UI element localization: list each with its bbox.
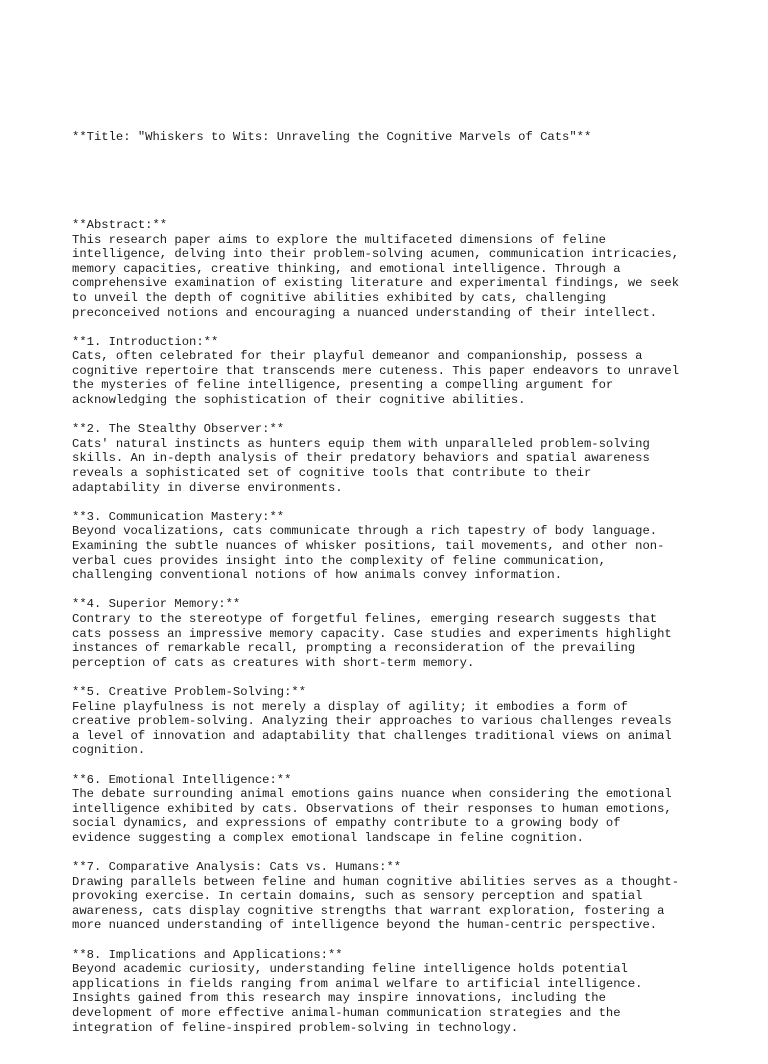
paragraph-line: intelligence, delving into their problem-solving acumen, communication intricacies, — [72, 247, 680, 262]
paragraph-line: This research paper aims to explore the multifaceted dimensions of feline — [72, 232, 606, 247]
section-emotional-intelligence — [72, 773, 712, 846]
document-title: **Title: "Whiskers to Wits: Unraveling the Cognitive Marvels of Cats"** — [72, 130, 592, 145]
paragraph-line: to unveil the depth of cognitive abilities exhibited by cats, challenging — [72, 290, 606, 305]
section-heading: **3. Communication Mastery:** — [72, 509, 285, 524]
document-page — [72, 72, 712, 1064]
paragraph-line: provoking exercise. In certain domains, such as sensory perception and spatial — [72, 889, 643, 904]
paragraph-line: integration of feline-inspired problem-solving in technology. — [72, 1020, 519, 1035]
section-stealthy-observer — [72, 422, 712, 495]
paragraph-line: a level of innovation and adaptability that challenges traditional views on animal — [72, 728, 672, 743]
paragraph-line: intelligence exhibited by cats. Observations of their responses to human emotions, — [72, 801, 672, 816]
section-introduction — [72, 335, 712, 408]
paragraph-line: Drawing parallels between feline and human cognitive abilities serves as a thought- — [72, 874, 680, 889]
paragraph-line: adaptability in diverse environments. — [72, 480, 343, 495]
paragraph-line: reveals a sophisticated set of cognitive tools that contribute to their — [72, 466, 592, 481]
paragraph-line: creative problem-solving. Analyzing their approaches to various challenges reveals — [72, 714, 672, 729]
paragraph-line: Feline playfulness is not merely a display of agility; it embodies a form of — [72, 699, 628, 714]
section-heading: **5. Creative Problem-Solving:** — [72, 684, 307, 699]
paragraph-line: evidence suggesting a complex emotional landscape in feline cognition. — [72, 830, 584, 845]
paragraph-line: skills. An in-depth analysis of their predatory behaviors and spatial awareness — [72, 451, 650, 466]
paragraph-line: Beyond academic curiosity, understanding feline intelligence holds potential — [72, 962, 628, 977]
paragraph-line: Cats, often celebrated for their playful demeanor and companionship, possess a — [72, 349, 643, 364]
paragraph-line: Insights gained from this research may inspire innovations, including the — [72, 991, 606, 1006]
paragraph-line: comprehensive examination of existing literature and experimental findings, we seek — [72, 276, 680, 291]
paragraph-line: Cats' natural instincts as hunters equip them with unparalleled problem-solving — [72, 436, 650, 451]
paragraph-line: cognition. — [72, 743, 146, 758]
section-heading: **6. Emotional Intelligence:** — [72, 772, 292, 787]
section-heading: **1. Introduction:** — [72, 334, 219, 349]
section-communication-mastery — [72, 510, 712, 583]
paragraph-line: memory capacities, creative thinking, and emotional intelligence. Through a — [72, 261, 621, 276]
paragraph-line: Contrary to the stereotype of forgetful felines, emerging research suggests that — [72, 611, 658, 626]
paragraph-line: perception of cats as creatures with short-term memory. — [72, 655, 475, 670]
section-superior-memory — [72, 597, 712, 670]
section-abstract — [72, 218, 712, 320]
paragraph-line: verbal cues provides insight into the complexity of feline communication, — [72, 553, 606, 568]
section-heading: **Abstract:** — [72, 217, 168, 232]
paragraph-line: the mysteries of feline intelligence, presenting a compelling argument for — [72, 378, 614, 393]
section-comparative-analysis — [72, 860, 712, 933]
paragraph-line: applications in fields ranging from animal welfare to artificial intelligence. — [72, 976, 643, 991]
paragraph-line: The debate surrounding animal emotions gains nuance when considering the emotional — [72, 787, 672, 802]
paragraph-line: challenging conventional notions of how animals convey information. — [72, 568, 563, 583]
section-heading: **2. The Stealthy Observer:** — [72, 422, 285, 437]
paragraph-line: more nuanced understanding of intelligence beyond the human-centric perspective. — [72, 918, 658, 933]
section-creative-problem-solving — [72, 685, 712, 758]
paragraph-line: social dynamics, and expressions of empathy contribute to a growing body of — [72, 816, 621, 831]
section-heading: **8. Implications and Applications:** — [72, 947, 343, 962]
section-heading: **4. Superior Memory:** — [72, 597, 241, 612]
paragraph-line: instances of remarkable recall, prompting a reconsideration of the prevailing — [72, 641, 636, 656]
paragraph-line: Beyond vocalizations, cats communicate through a rich tapestry of body language. — [72, 524, 658, 539]
section-implications-applications — [72, 948, 712, 1036]
paragraph-line: preconceived notions and encouraging a nuanced understanding of their intellect. — [72, 305, 658, 320]
paragraph-line: development of more effective animal-human communication strategies and the — [72, 1006, 621, 1020]
paragraph-line: acknowledging the sophistication of their cognitive abilities. — [72, 393, 526, 408]
document-title-block — [72, 101, 712, 174]
paragraph-line: cognitive repertoire that transcends mere cuteness. This paper endeavors to unravel — [72, 363, 680, 378]
paragraph-line: awareness, cats display cognitive strengths that warrant exploration, fostering a — [72, 903, 665, 918]
document-sections — [72, 218, 712, 1035]
paragraph-line: cats possess an impressive memory capacity. Case studies and experiments highlight — [72, 626, 672, 641]
section-heading: **7. Comparative Analysis: Cats vs. Humans:** — [72, 860, 402, 875]
paragraph-line: Examining the subtle nuances of whisker positions, tail movements, and other non- — [72, 539, 665, 553]
